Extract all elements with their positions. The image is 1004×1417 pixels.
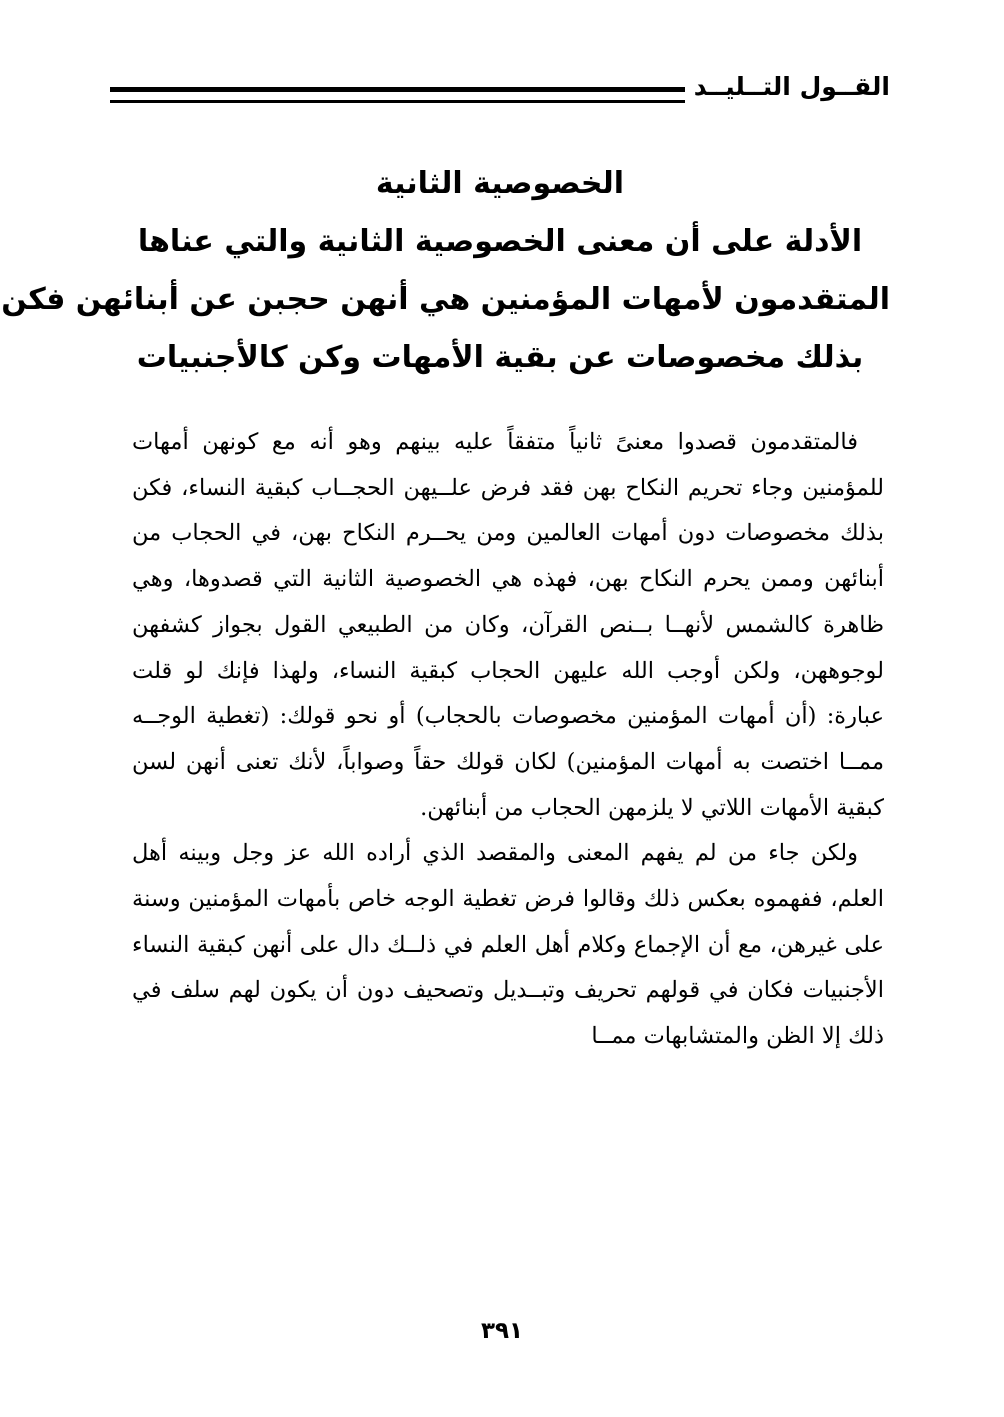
running-header [110,70,890,110]
section-subtitle-line: بذلك مخصوصات عن بقية الأمهات وكن كالأجنبيات [136,340,864,375]
body-paragraph: ولكن جاء من لم يفهم المعنى والمقصد الذي أراده الله عز وجل وبينه أهل العلم، ففهموه بعكس ذلك وقالوا فرض تغطية الوجه خاص بأمهات المؤمنين وسنة على غيرهن، مع أن الإجماع وكلام أهل العلم في ذلــك دال على أنهن كبقية النساء الأجنبيات فكان في قولهم تحريف وتبــديل وتصحيف دون أن يكون لهم سلف في ذلك إلا الظن والمتشابهات ممــا [132,840,884,1050]
section-heading-block [1,155,890,387]
section-title: الخصوصية الثانية [375,166,625,201]
header-double-rule [110,87,685,103]
section-subtitle-line: الأدلة على أن معنى الخصوصية الثانية والتي عناها [137,224,863,259]
body-paragraph: فالمتقدمون قصدوا معنىً ثانياً متفقاً عليه بينهم وهو أنه مع كونهن أمهات للمؤمنين وجاء تحريم النكاح بهن فقد فرض علــيهن الحجــاب كبقية النساء، فكن بذلك مخصوصات دون أمهات العالمين ومن يحــرم النكاح بهن، في الحجاب من أبنائهن وممن يحرم النكاح بهن، فهذه هي الخصوصية الثانية التي قصدوها، وهي ظاهرة كالشمس لأنهــا بــنص القرآن، وكان من الطبيعي القول بجواز كشفهن لوجوههن، ولكن أوجب الله عليهن الحجاب كبقية النساء، ولهذا فإنك لو قلت عبارة: (أن أمهات المؤمنين مخصوصات بالحجاب) أو نحو قولك: (تغطية الوجــه ممــا اختصت به أمهات المؤمنين) لكان قولك حقاً وصواباً، لأنك تعنى أنهن لسن كبقية الأمهات اللاتي لا يلزمهن الحجاب من أبنائهن. [132,429,884,821]
running-header-title: القــول التــليــد [693,72,890,101]
body-text [132,420,884,1060]
section-subtitle-line: المتقدمون لأمهات المؤمنين هي أنهن حجبن عن أبنائهن فكن [1,282,890,317]
page-number: ٣٩١ [480,1318,524,1344]
